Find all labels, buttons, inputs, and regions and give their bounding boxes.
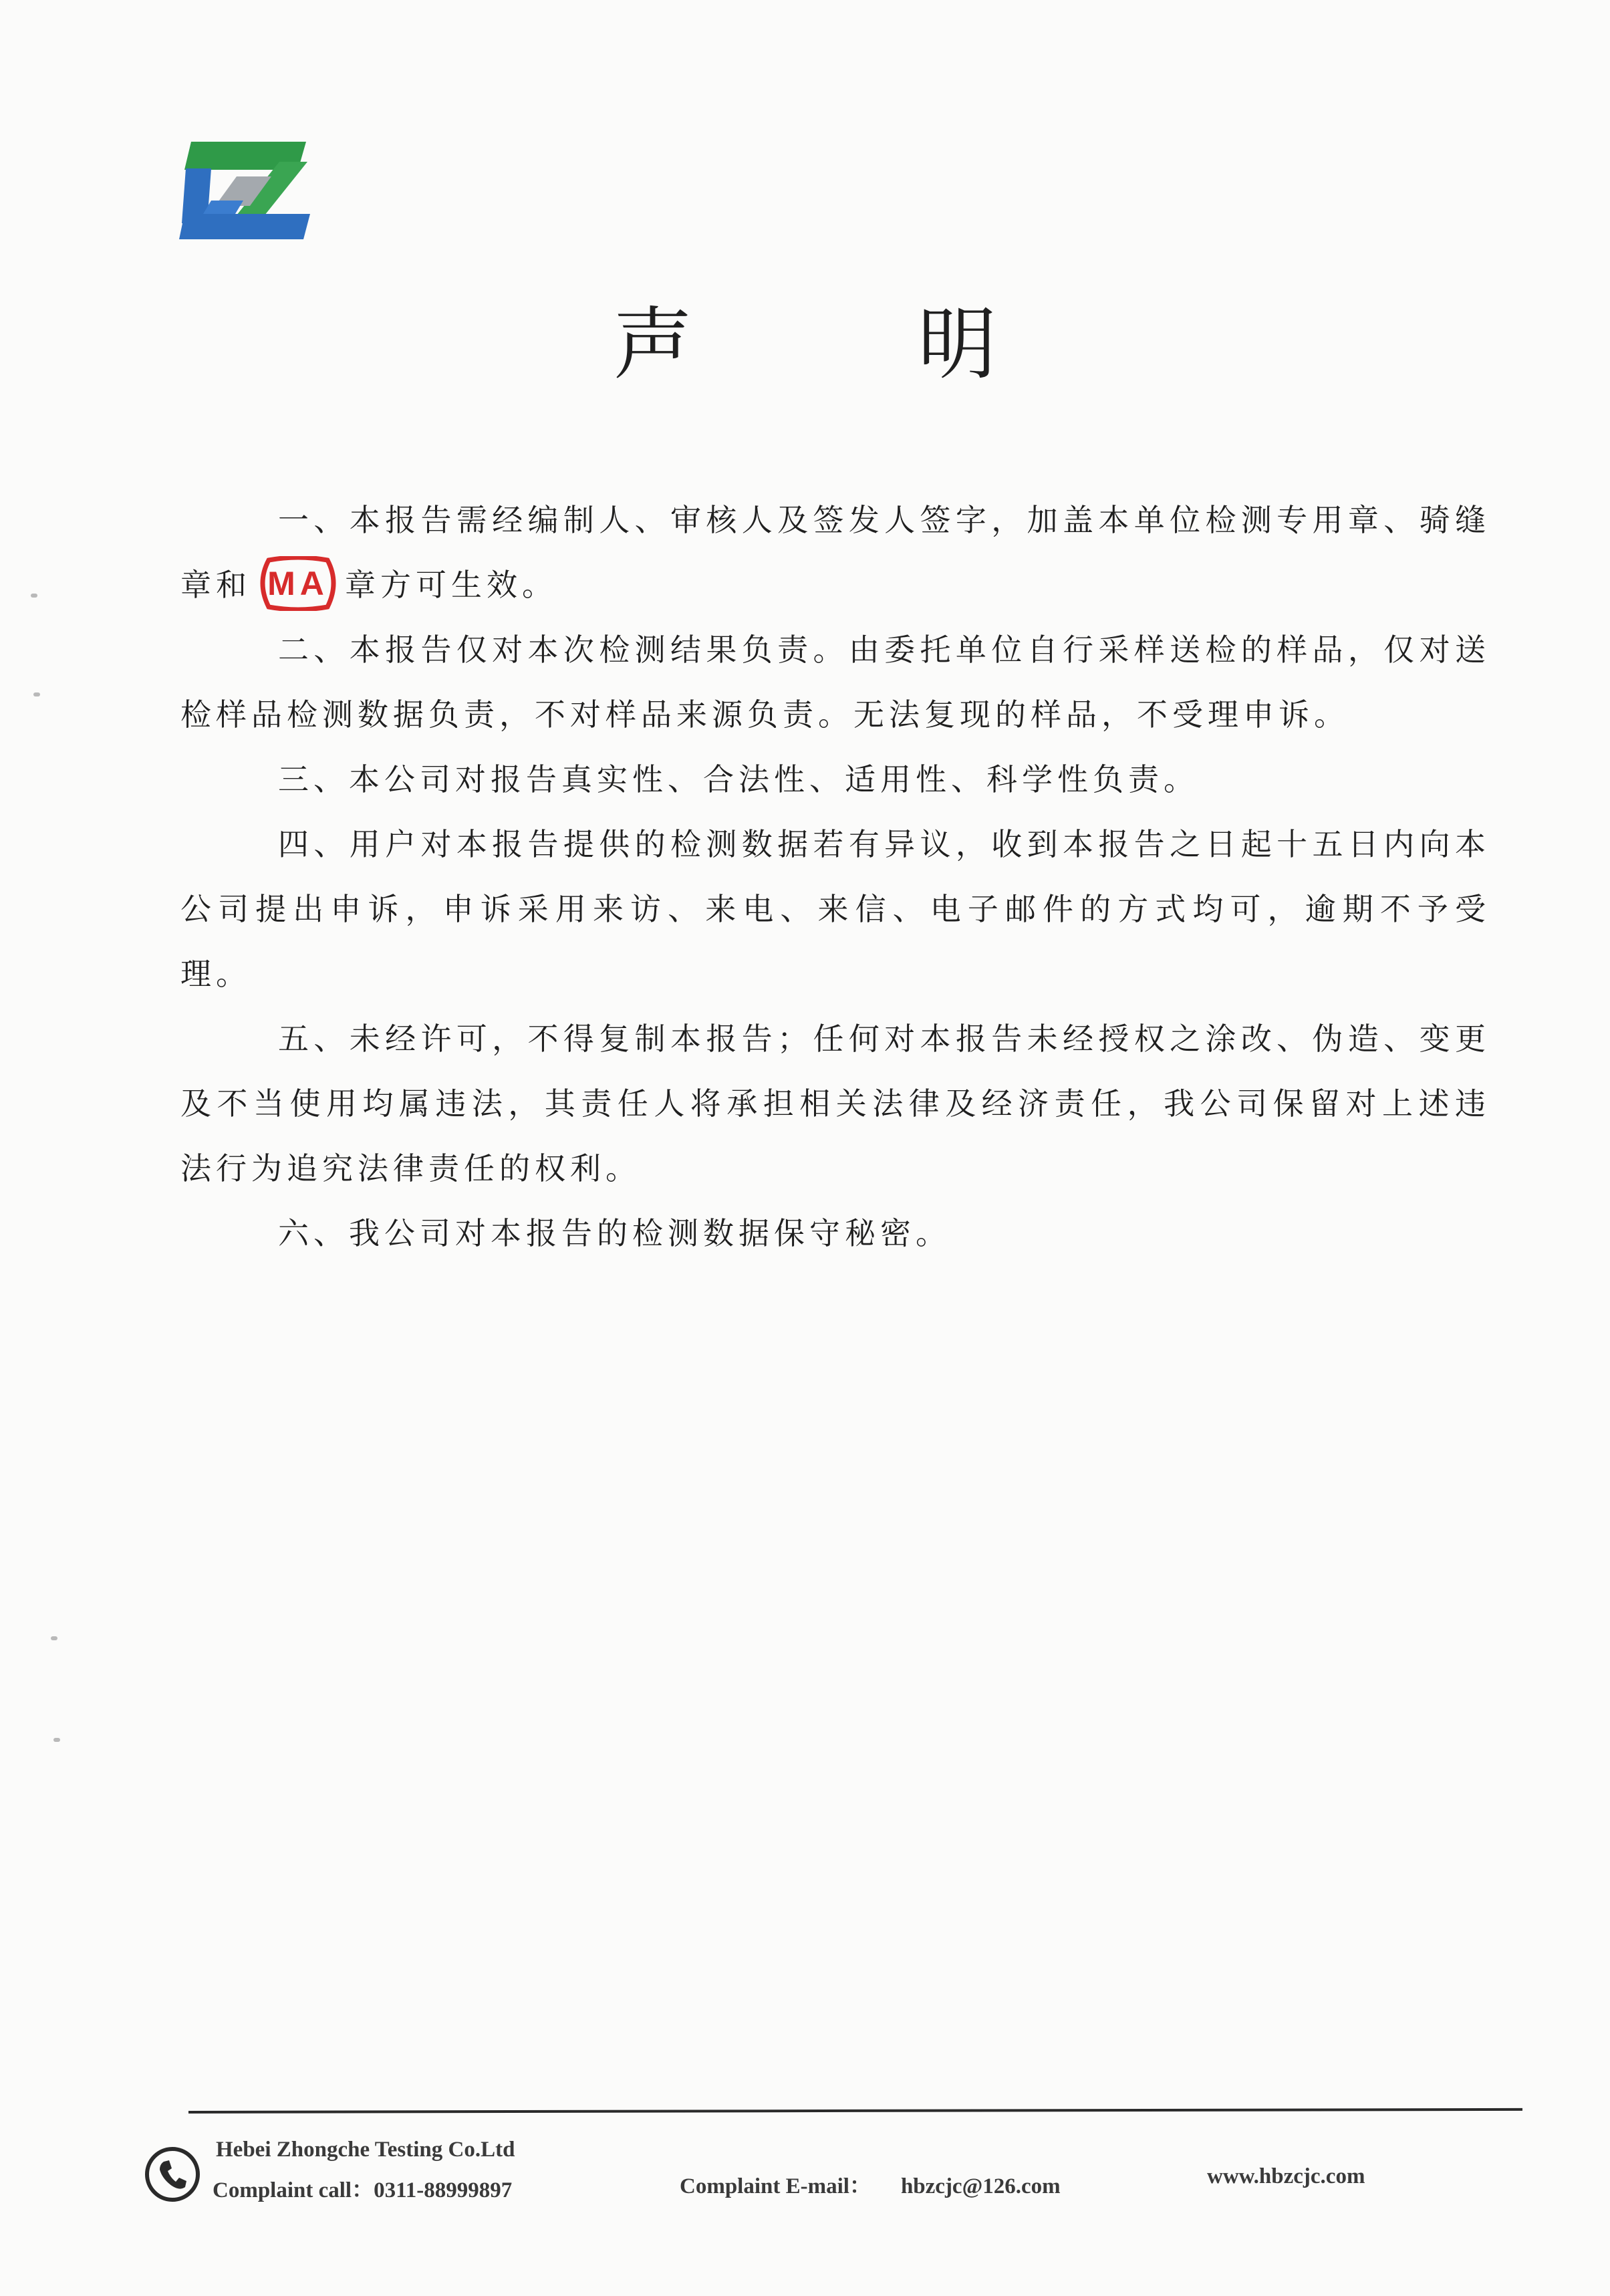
statement-body (180, 488, 1490, 1266)
statement-item-4: 四、用户对本报告提供的检测数据若有异议，收到本报告之日起十五日内向本公司提出申诉，申诉采用来访、来电、来信、电子邮件的方式均可，逾期不予受理。 (180, 826, 1490, 992)
statement-item-3: 三、本公司对报告真实性、合法性、适用性、科学性负责。 (278, 761, 1199, 797)
logo-blue-inner (203, 201, 243, 214)
statement-item-5: 五、未经许可，不得复制本报告；任何对本报告未经授权之涂改、伪造、变更及不当使用均属违法，其责任人将承担相关法律及经济责任，我公司保留对上述违法行为追究法律责任的权利。 (180, 1021, 1490, 1186)
footer-complaint-email (680, 2168, 1061, 2200)
page-title: 声 明 (613, 298, 1097, 390)
cma-mark-text: MA (267, 565, 329, 602)
scan-mark (33, 692, 40, 696)
company-logo (179, 142, 313, 241)
scan-mark (51, 1636, 57, 1640)
statement-item-1-text: 一、本报告需经编制人、审核人及签发人签字，加盖本单位检测专用章、骑缝章和 (180, 502, 1490, 603)
phone-icon (144, 2146, 201, 2203)
cma-mark-icon (254, 556, 342, 611)
statement-item-1-tail: 章方可生效。 (345, 567, 557, 603)
scan-mark (53, 1738, 60, 1742)
statement-item-1 (180, 488, 1490, 618)
statement-item-6: 六、我公司对本报告的检测数据保守秘密。 (278, 1215, 951, 1251)
logo-blue-bar (179, 214, 310, 239)
statement-item-2: 二、本报告仅对本次检测结果负责。由委托单位自行采样送检的样品，仅对送检样品检测数据负责，不对样品来源负责。无法复现的样品，不受理申诉。 (180, 632, 1490, 733)
footer-website-link[interactable]: www.hbzcjc.com (1207, 2164, 1365, 2188)
footer-divider (188, 2108, 1522, 2114)
footer-complaint-call: Complaint call：0311-88999897 (213, 2178, 513, 2202)
footer-email-link[interactable]: hbzcjc@126.com (900, 2174, 1061, 2198)
footer-email-label: Complaint E-mail： (680, 2174, 871, 2198)
scan-mark (31, 594, 37, 598)
footer-company-name: Hebei Zhongche Testing Co.Ltd (216, 2138, 515, 2162)
